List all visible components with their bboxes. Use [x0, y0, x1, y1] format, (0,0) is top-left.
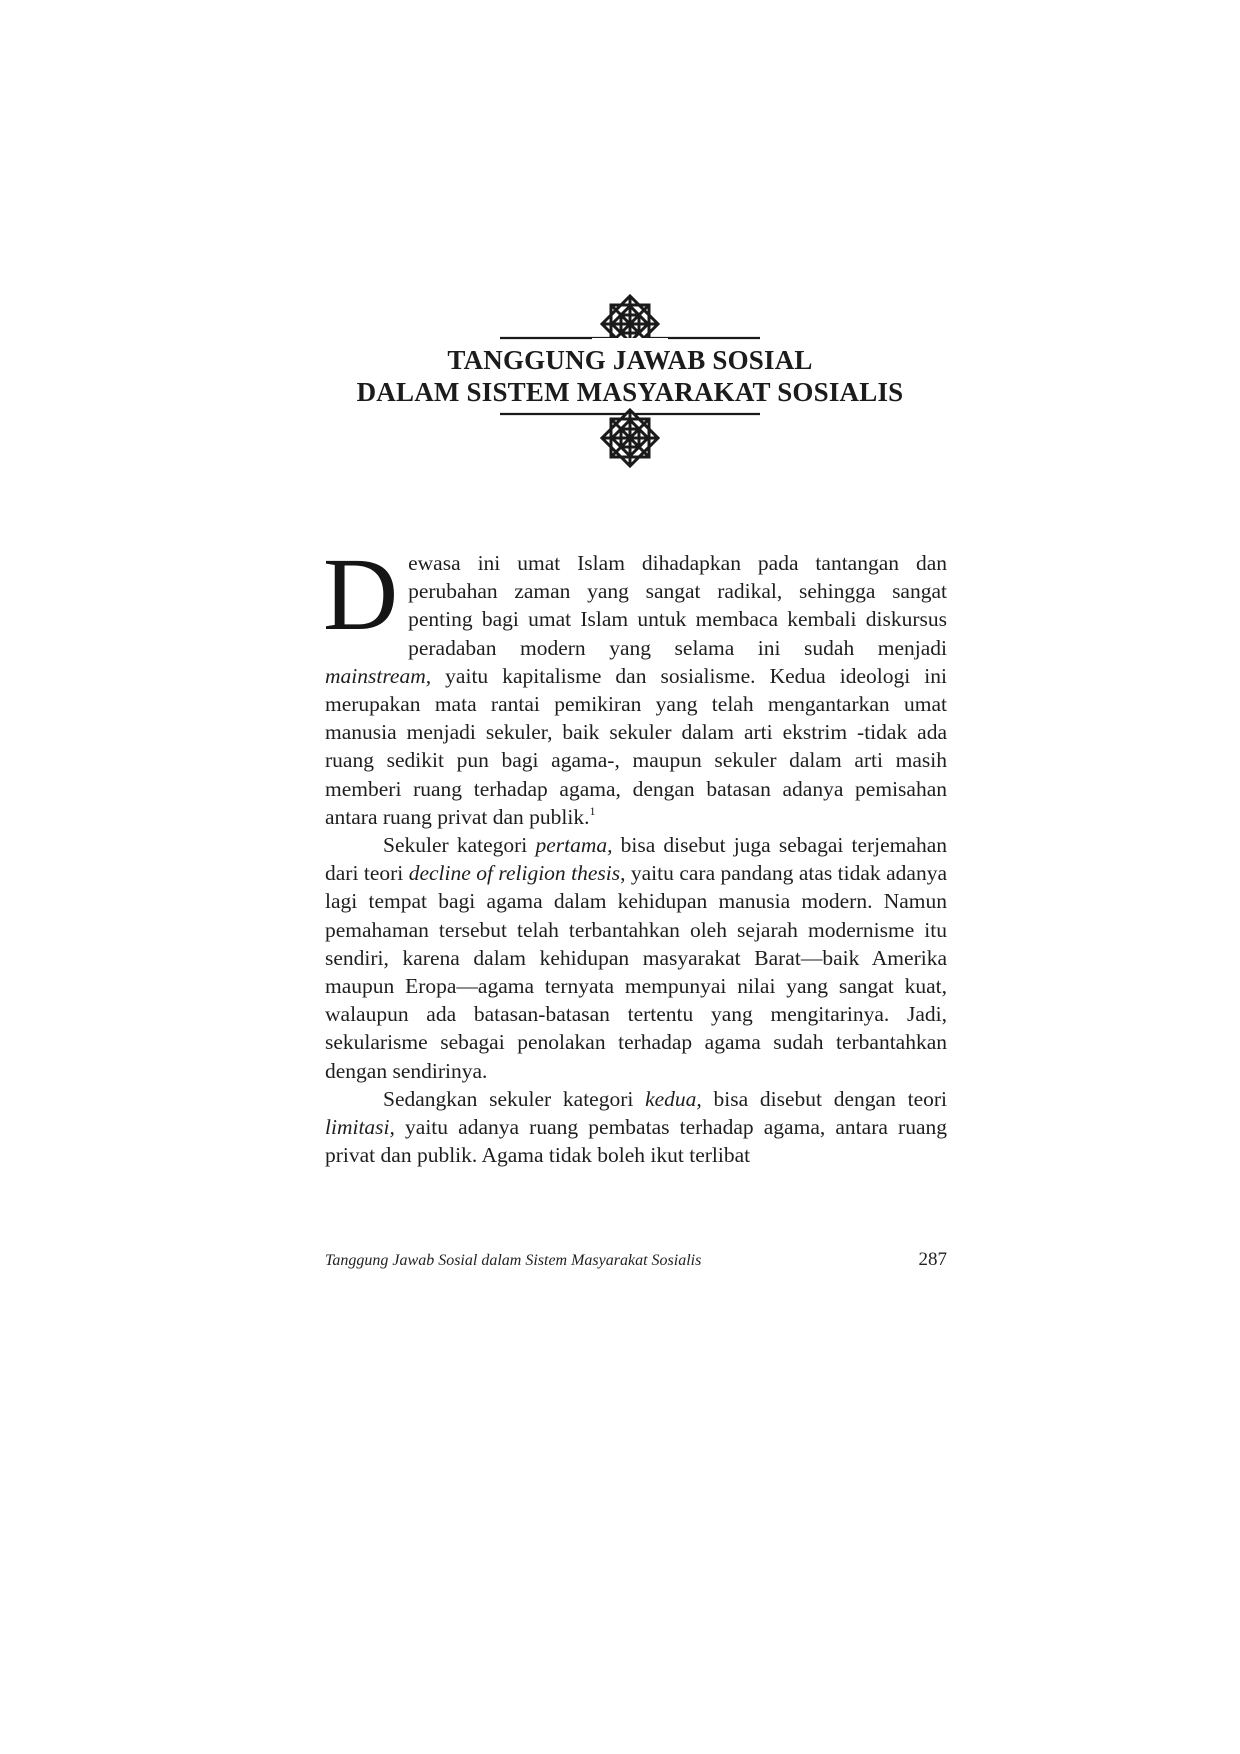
page-number: 287 [918, 1249, 947, 1270]
paragraph-1 [323, 537, 947, 831]
italic-term-kedua: kedua, [645, 1086, 702, 1111]
chapter-title-line-1: TANGGUNG JAWAB SOSIAL [447, 345, 813, 375]
paragraph-3-text-b: bisa disebut dengan teori [701, 1086, 947, 1111]
paragraph-3-text-c: yaitu adanya ruang pembatas terhadap agama, antara ruang privat dan publik. Agama tidak boleh ikut terlibat [325, 1115, 947, 1168]
body-text [323, 537, 947, 1169]
paragraph-1-text-a: ewasa ini umat Islam dihadapkan pada tantangan dan perubahan zaman yang sangat radikal, sehingga sangat penting bagi umat Islam untuk membaca kembali diskursus peradaban modern yang selama ini sudah menjadi [408, 551, 947, 660]
paragraph-2-text-c: , yaitu cara pandang atas tidak adanya lagi tempat bagi agama dalam kehidupan manusia modern. Namun pemahaman tersebut telah terbantahkan oleh sejarah modernisme itu sendiri, karena dalam kehidupan masyarakat Barat—baik Amerika maupun Eropa—agama ternyata mempunyai nilai yang sangat kuat, walaupun ada batasan-batasan tertentu yang mengitarinya. Jadi, sekularisme sebagai penolakan terhadap agama sudah terbantahkan dengan sendirinya. [325, 861, 947, 1083]
ornament-bottom-icon [500, 408, 760, 468]
paragraph-3 [325, 1085, 947, 1170]
chapter-title [300, 344, 960, 408]
paragraph-2-text-a: Sekuler kategori [383, 833, 536, 858]
italic-term-mainstream: mainstream, [325, 663, 432, 688]
paragraph-1-text-b: yaitu kapitalisme dan sosialisme. Kedua ideologi ini merupakan mata rantai pemikiran yang telah mengantarkan umat manusia menjadi sekuler, baik sekuler dalam arti ekstrim -tidak ada ruang sedikit pun bagi agama-, maupun sekuler dalam arti masih memberi ruang terhadap agama, dengan batasan adanya pemisahan antara ruang privat dan publik. [325, 663, 947, 829]
chapter-title-line-2: DALAM SISTEM MASYARAKAT SOSIALIS [356, 377, 904, 407]
italic-term-pertama: pertama, [535, 833, 613, 858]
italic-term-thesis: decline of religion thesis [408, 861, 621, 886]
running-footer-title: Tanggung Jawab Sosial dalam Sistem Masyarakat Sosialis [325, 1252, 702, 1269]
footnote-marker[interactable]: 1 [589, 803, 596, 818]
italic-term-limitasi: limitasi, [325, 1115, 395, 1140]
paragraph-2-text-b: bisa disebut juga sebagai terjemahan dari teori [325, 833, 947, 886]
paragraph-2 [325, 831, 947, 1085]
drop-cap: D [323, 537, 399, 652]
paragraph-3-text-a: Sedangkan sekuler kategori [383, 1086, 646, 1111]
